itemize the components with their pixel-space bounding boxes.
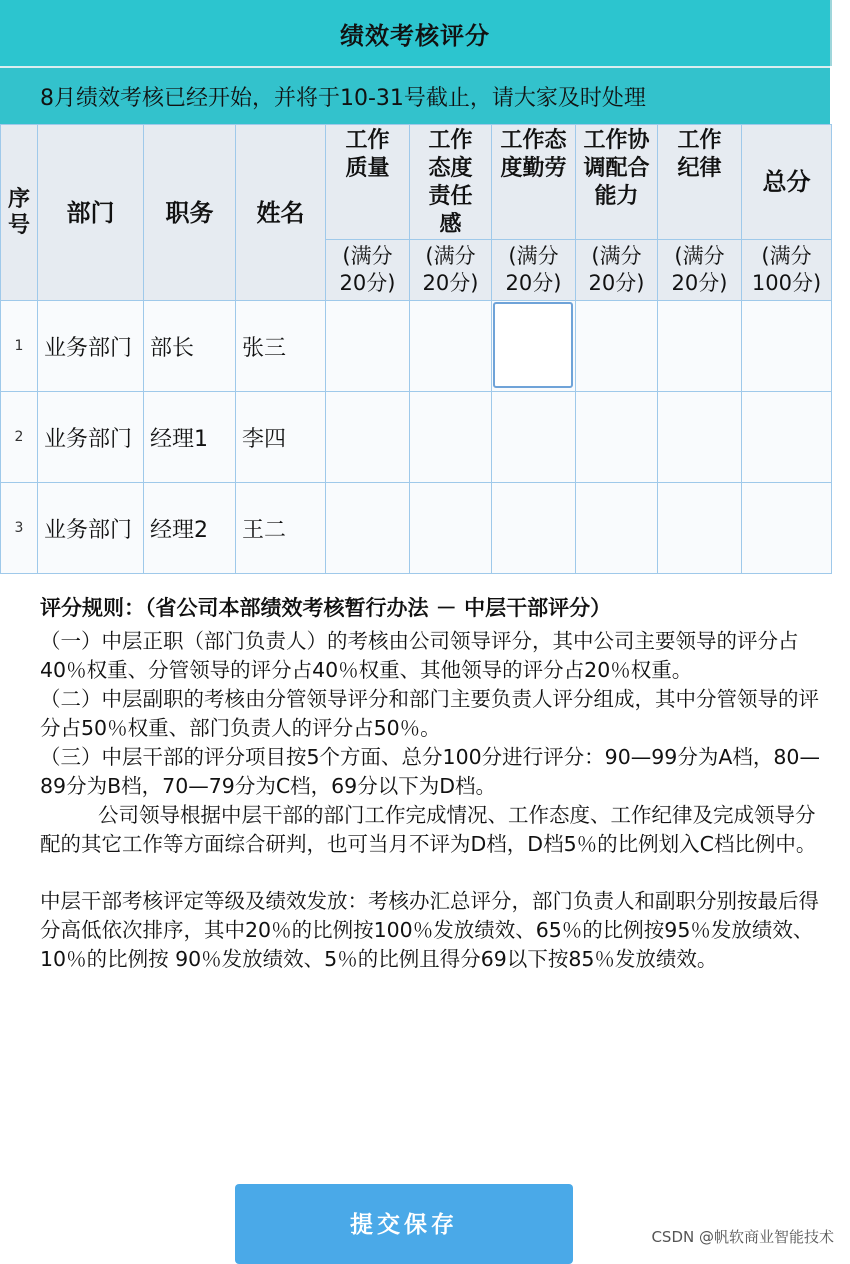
scoring-rules xyxy=(40,594,820,974)
score-quality-input[interactable] xyxy=(326,301,410,392)
score-total-cell xyxy=(742,301,832,392)
row-index: 3 xyxy=(1,483,38,574)
header-total: 总分 xyxy=(742,125,832,240)
header-responsibility-max: (满分20分) xyxy=(410,240,492,301)
form-title: 绩效考核评分 xyxy=(0,0,832,66)
rules-paragraph: 公司领导根据中层干部的部门工作完成情况、工作态度、工作纪律及完成领导分配的其它工作等方面综合研判，也可当月不评为D档，D档5％的比例划入C档比例中。 xyxy=(40,803,817,856)
rules-paragraph: （三）中层干部的评分项目按5个方面、总分100分进行评分：90—99分为A档，80—89分为B档，70—79分为C档，69分以下为D档。 xyxy=(40,745,820,798)
row-department: 业务部门 xyxy=(38,392,144,483)
rules-paragraph: （二）中层副职的考核由分管领导评分和部门主要负责人评分组成，其中分管领导的评分占50％权重、部门负责人的评分占50％。 xyxy=(40,687,819,740)
header-diligence: 工作态度勤劳 xyxy=(492,125,576,240)
score-table xyxy=(0,124,832,574)
header-quality: 工作质量 xyxy=(326,125,410,240)
score-responsibility-input[interactable] xyxy=(410,392,492,483)
score-discipline-input[interactable] xyxy=(658,483,742,574)
table-row xyxy=(1,301,832,392)
header-index: 序号 xyxy=(1,125,38,301)
watermark: CSDN @帆软商业智能技术 xyxy=(651,1228,834,1246)
score-quality-input[interactable] xyxy=(326,392,410,483)
score-quality-input[interactable] xyxy=(326,483,410,574)
row-name: 李四 xyxy=(236,392,326,483)
score-responsibility-input[interactable] xyxy=(410,301,492,392)
row-index: 1 xyxy=(1,301,38,392)
active-cell-editor[interactable] xyxy=(493,302,573,388)
score-responsibility-input[interactable] xyxy=(410,483,492,574)
header-diligence-max: (满分20分) xyxy=(492,240,576,301)
rules-heading: 评分规则：（省公司本部绩效考核暂行办法 － 中层干部评分） xyxy=(40,596,612,620)
notice-text: 8月绩效考核已经开始，并将于10-31号截止，请大家及时处理 xyxy=(40,85,646,111)
header-department: 部门 xyxy=(38,125,144,301)
score-diligence-input[interactable] xyxy=(492,483,576,574)
submit-save-button[interactable]: 提交保存 xyxy=(235,1184,573,1264)
header-position: 职务 xyxy=(144,125,236,301)
header-quality-max: (满分20分) xyxy=(326,240,410,301)
score-diligence-input[interactable] xyxy=(492,301,576,392)
notice-banner xyxy=(0,66,830,124)
score-discipline-input[interactable] xyxy=(658,301,742,392)
row-position: 经理1 xyxy=(144,392,236,483)
score-total-cell xyxy=(742,483,832,574)
header-cooperation: 工作协调配合能力 xyxy=(576,125,658,240)
row-name: 王二 xyxy=(236,483,326,574)
score-discipline-input[interactable] xyxy=(658,392,742,483)
score-cooperation-input[interactable] xyxy=(576,483,658,574)
header-discipline: 工作纪律 xyxy=(658,125,742,240)
row-department: 业务部门 xyxy=(38,301,144,392)
row-department: 业务部门 xyxy=(38,483,144,574)
rules-paragraph: （一）中层正职（部门负责人）的考核由公司领导评分，其中公司主要领导的评分占40％权重、分管领导的评分占40％权重、其他领导的评分占20％权重。 xyxy=(40,629,799,682)
row-index: 2 xyxy=(1,392,38,483)
table-row xyxy=(1,392,832,483)
row-position: 部长 xyxy=(144,301,236,392)
header-cooperation-max: (满分20分) xyxy=(576,240,658,301)
rules-paragraph: 中层干部考核评定等级及绩效发放：考核办汇总评分，部门负责人和副职分别按最后得分高低依次排序，其中20％的比例按100％发放绩效、65％的比例按95％发放绩效、10％的比例按 90％发放绩效、5％的比例且得分69以下按85％发放绩效。 xyxy=(40,889,819,971)
header-name: 姓名 xyxy=(236,125,326,301)
score-total-cell xyxy=(742,392,832,483)
table-row xyxy=(1,483,832,574)
header-discipline-max: (满分20分) xyxy=(658,240,742,301)
header-total-max: (满分100分) xyxy=(742,240,832,301)
score-cooperation-input[interactable] xyxy=(576,392,658,483)
row-position: 经理2 xyxy=(144,483,236,574)
score-diligence-input[interactable] xyxy=(492,392,576,483)
score-cooperation-input[interactable] xyxy=(576,301,658,392)
row-name: 张三 xyxy=(236,301,326,392)
header-responsibility: 工作态度责任感 xyxy=(410,125,492,240)
